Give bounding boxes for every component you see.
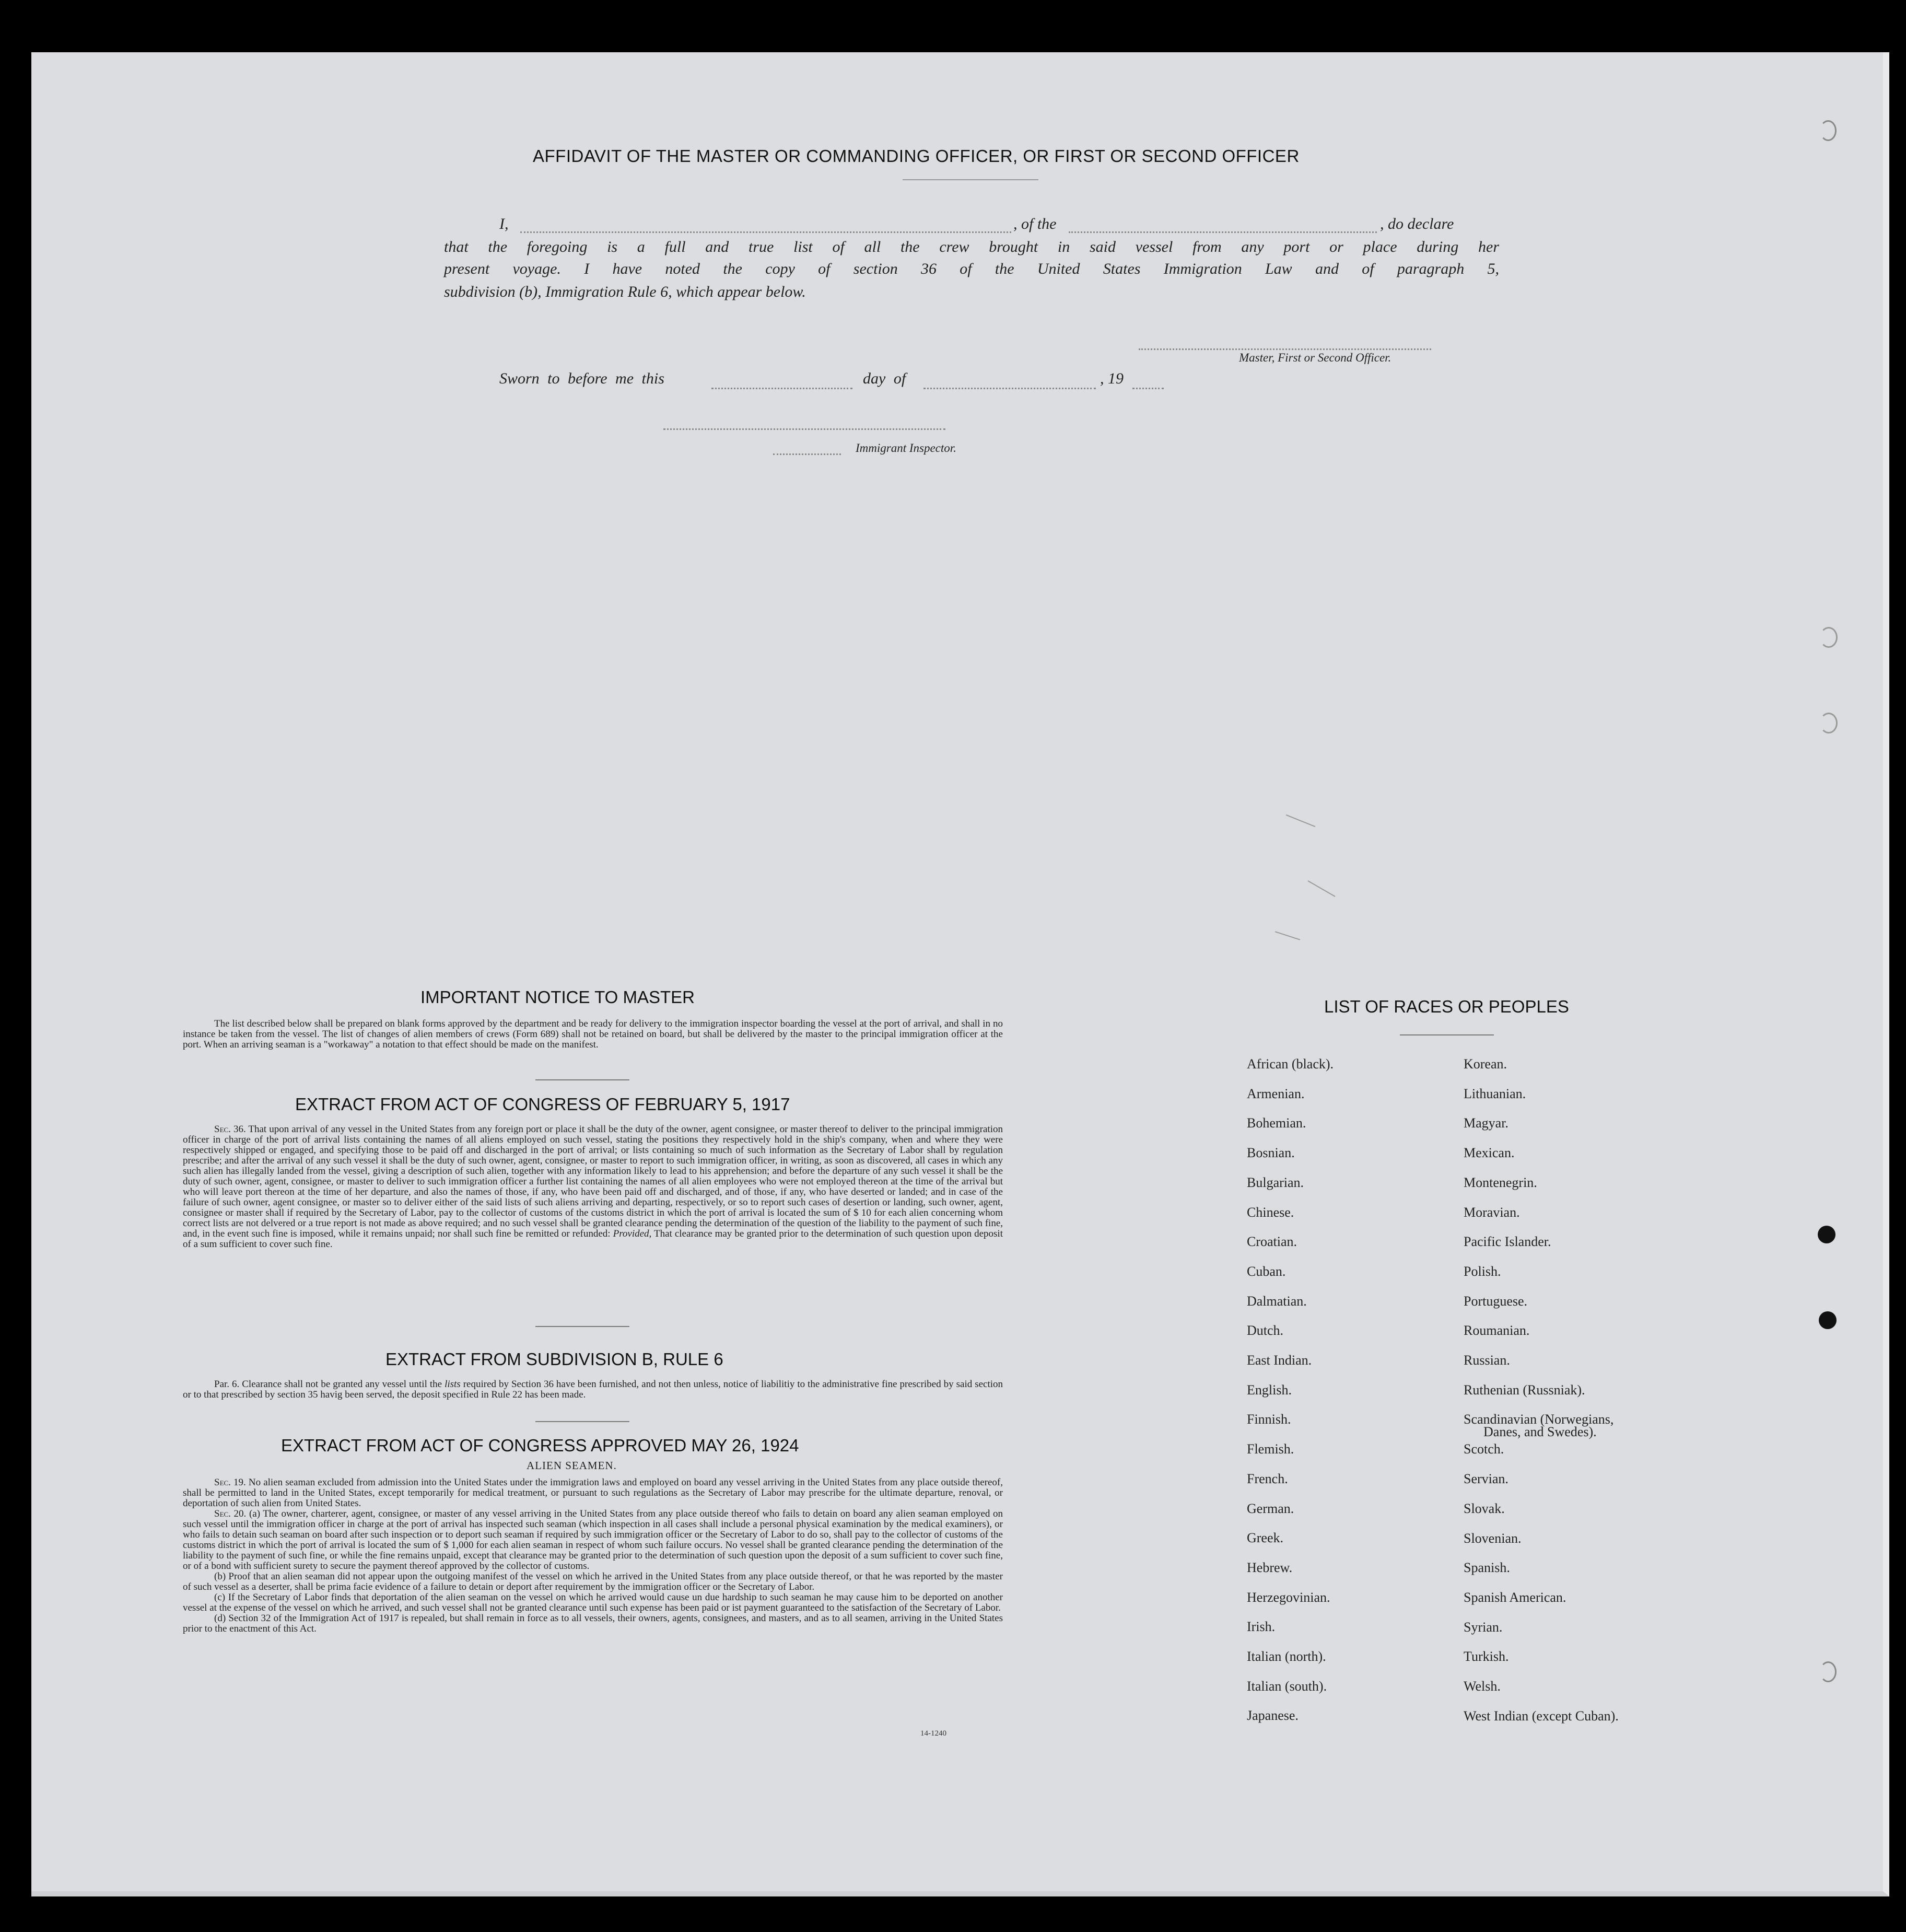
- extract-1917-title: EXTRACT FROM ACT OF CONGRESS OF FEBRUARY 5, 1917: [295, 1095, 790, 1114]
- extract-1917-text: [183, 1124, 1003, 1250]
- affidavit-of-the: , of the: [1013, 215, 1057, 232]
- extract-1917-divider: [535, 1326, 629, 1327]
- rule6-text-a: Par. 6. Clearance shall not be granted any vessel until the: [214, 1379, 442, 1390]
- race-item: Hebrew.: [1247, 1559, 1293, 1575]
- sec-36-label: Sec. 36.: [214, 1124, 246, 1135]
- day-of-label: day of: [863, 370, 906, 387]
- declarant-name-field[interactable]: [520, 231, 1011, 233]
- affidavit-line-4: subdivision (b), Immigration Rule 6, which appear below.: [444, 283, 806, 300]
- notice-text: [183, 1019, 1003, 1050]
- race-item: Slovenian.: [1464, 1530, 1522, 1546]
- race-item: Ruthenian (Russniak).: [1464, 1382, 1585, 1398]
- binder-hole-outline: [1820, 713, 1838, 734]
- extract-1924-title: EXTRACT FROM ACT OF CONGRESS APPROVED MAY 26, 1924: [281, 1436, 799, 1455]
- binder-hole: [1819, 1311, 1837, 1329]
- master-signature-field[interactable]: [1139, 348, 1431, 350]
- race-item: Montenegrin.: [1464, 1174, 1537, 1190]
- inspector-caption: Immigrant Inspector.: [856, 441, 956, 455]
- race-item: Spanish American.: [1464, 1589, 1566, 1605]
- sec-20a-text: (a) The owner, charterer, agent, consignee, or master of any vessel arriving in the United States from any place outside thereof who fails to detain on board any alien seaman employed on such vessel until the immigration officer in charge at the port of arrival has inspected such seaman (which inspection in all cases shall include a personal physical examination by the medical examiners), or who fails to detain such seaman on board after such inspection or to deport such seaman if required by such immigration officer or the Secretary of Labor to do so, shall pay to the collector of customs of the customs district in which the port of arrival is located the sum of $ 1,000 for each alien seaman in respect of whom such failure occurs. No vessel shall be granted clearance pending the determination of the liability to the payment of such fine, or while the fine remains unpaid, except that clearance may be granted prior to the determination of such question upon the deposit of a sum sufficient to cover such fine, or of a bond with sufficient surety to secure the payment thereof approved by the collector of customs.: [183, 1508, 1003, 1572]
- notice-divider: [535, 1079, 629, 1080]
- race-item: Turkish.: [1464, 1649, 1509, 1665]
- provided-word: Provided,: [613, 1228, 652, 1239]
- alien-seamen-subtitle: ALIEN SEAMEN.: [527, 1459, 617, 1472]
- race-item: Flemish.: [1247, 1441, 1294, 1457]
- races-title: LIST OF RACES OR PEOPLES: [1324, 997, 1569, 1016]
- sec-36-text: That upon arrival of any vessel in the United States from any foreign port or place it shall be the duty of the owner, agent consignee, or master thereof to deliver to the principal immigration officer in charge of the port of arrival lists containing the names of all aliens employed on such vessel, stating the positions they respectively hold in the ship's company, when and where they were respectively shipped or engaged, and specifying those to be paid off and discharged in the port of arrival; or lists containing so much of such information as the Secretary of Labor shall by regulation prescribe; and after the arrival of any such vessel it shall be the duty of such owner, agent, consignee, or master to report to such immigration officer, in writing, as soon as discovered, all cases in which any such alien has illegally landed from the vessel, giving a description of such alien, together with any information likely to lead to his apprehension; and before the departure of any such vessel it shall be the duty of such owner, agent, consignee, or master to deliver to such immigration officer a further list containing the names of all alien employees who were not employed thereon at the time of the arrival but who will leave port thereon at the time of her departure, and also the names of those, if any, who have been paid off and discharged, and of those, if any, who have deserted or landed; and in case of the failure of such owner, agent consignee, or master so to deliver either of the said lists of such aliens arriving and departing, respectively, or so to report such cases of desertion or landing, such owner, agent, consignee or master shall if required by the Secretary of Labor, pay to the collector of customs of the customs district in which the port of arrival is located the sum of $ 10 for each alien concerning whom correct lists are not delvered or a true report is not made as above required; and no such vessel shall be granted clearance pending the determination of the question of the liability to the payment of such fine, and, in the event such fine is imposed, while it remains unpaid; nor shall such fine be remitted or refunded:: [183, 1124, 1003, 1239]
- race-item: Spanish.: [1464, 1560, 1510, 1576]
- race-item: Greek.: [1247, 1530, 1284, 1546]
- affidavit-line-2: that the foregoing is a full and true list of all the crew brought in said vessel from any port or place during her: [444, 238, 1499, 255]
- scan-mark: [1308, 880, 1336, 897]
- sec-19-text: No alien seaman excluded from admission into the United States under the immigration laws and employed on board any vessel arriving in the United States from any place outside thereof, shall be permitted to land in the United States, except temporarily for medical treatment, or pursuant to such regulations as the Secretary of Labor may prescribe for the ultimate departure, renoval, or deportation of such alien from United States.: [183, 1477, 1003, 1509]
- race-item: Dutch.: [1247, 1323, 1284, 1339]
- sec-20b-text: (b) Proof that an alien seaman did not appear upon the outgoing manifest of the vessel on which he arrived in the United States from any place outside thereof, or that he was reported by the master of such vessel as a deserter, shall be prima facie evidence of a failure to detain or deport after requirement by the immigration officer or the Secretary of Labor.: [183, 1571, 1003, 1592]
- race-item: Mexican.: [1464, 1145, 1515, 1161]
- races-divider: [1400, 1034, 1494, 1035]
- race-item: Pacific Islander.: [1464, 1234, 1551, 1250]
- race-item: Moravian.: [1464, 1204, 1520, 1220]
- sec-20d-text: (d) Section 32 of the Immigration Act of 1917 is repealed, but shall remain in force as to all vessels, their owners, agents, consignees, and masters, and as to all seamen, arriving in the United States prior to the enactment of this Act.: [183, 1613, 1003, 1634]
- vessel-name-field[interactable]: [1069, 231, 1377, 233]
- notice-paragraph: The list described below shall be prepared on blank forms approved by the department and be ready for delivery to the immigration inspector boarding the vessel at the port of arrival, and shall in no instance be taken from the vessel. The list of changes of alien members of crews (Form 689) shall not be retained on board, but shall be delivered by the master to the principal immigration officer at the port. When an arriving seaman is a "workaway" a notation to that effect should be made on the manifest.: [183, 1018, 1003, 1050]
- form-number: 14-1240: [920, 1729, 946, 1738]
- race-item: Welsh.: [1464, 1679, 1501, 1694]
- race-item: Dalmatian.: [1247, 1293, 1307, 1309]
- race-item: Magyar.: [1464, 1115, 1509, 1131]
- race-item: Scandinavian (Norwegians,: [1464, 1412, 1614, 1427]
- master-caption: Master, First or Second Officer.: [1239, 351, 1392, 364]
- form-page: [31, 52, 1889, 1896]
- year-label: , 19: [1100, 370, 1124, 387]
- race-item: Slovak.: [1464, 1500, 1505, 1516]
- race-item: Croatian.: [1247, 1234, 1297, 1250]
- rule6-text-b: required by Section 36 have been furnished, and not then unless, notice of liabilitiy to the administrative fine prescribed by said section or to that prescribed by section 35 havig been served, the deposit specified in Rule 22 has been made.: [183, 1379, 1003, 1400]
- race-item: Herzegovinian.: [1247, 1589, 1330, 1605]
- sec-20c-text: (c) If the Secretary of Labor finds that deportation of the alien seaman on the vessel on which he arrived would cause un due hardship to such seaman he may cause him to be deported on another vessel at the expense of the vessel on which he arrived, and such vessel shall not be granted clearance until such expense has been paid or ist payment guaranteed to the satisfaction of the Secretary of Labor.: [183, 1592, 1003, 1613]
- sworn-day-field[interactable]: [711, 388, 852, 389]
- inspector-signature-field[interactable]: [663, 428, 945, 430]
- sec-36-end: That clearance may be granted prior to the determination of such question upon deposit of a sum sufficient to cover such fine.: [183, 1228, 1003, 1250]
- race-item: Scotch.: [1464, 1441, 1504, 1457]
- race-item: Japanese.: [1247, 1708, 1299, 1724]
- extract-rule6-title: EXTRACT FROM SUBDIVISION B, RULE 6: [385, 1349, 723, 1369]
- race-item: Bosnian.: [1247, 1145, 1295, 1161]
- notice-title: IMPORTANT NOTICE TO MASTER: [420, 987, 695, 1007]
- extract-rule6-text: [183, 1379, 1003, 1400]
- sec-19-label: Sec. 19.: [214, 1477, 246, 1488]
- race-item: African (black).: [1247, 1056, 1334, 1072]
- sworn-month-field[interactable]: [923, 388, 1096, 389]
- sworn-label: Sworn to before me this: [499, 370, 664, 387]
- extract-rule6-divider: [535, 1421, 629, 1422]
- race-item: German.: [1247, 1500, 1294, 1516]
- sworn-year-field[interactable]: [1132, 388, 1164, 389]
- race-item: Armenian.: [1247, 1086, 1305, 1101]
- scan-mark: [1286, 814, 1315, 827]
- race-item: English.: [1247, 1382, 1292, 1398]
- race-item: Syrian.: [1464, 1619, 1503, 1635]
- race-item: Cuban.: [1247, 1263, 1286, 1279]
- title-divider: [903, 179, 1038, 180]
- affidavit-i-label: I,: [499, 215, 509, 232]
- race-item: Portuguese.: [1464, 1293, 1528, 1309]
- race-item: Finnish.: [1247, 1412, 1291, 1427]
- binder-hole-outline: [1820, 1661, 1837, 1682]
- race-item: Russian.: [1464, 1353, 1510, 1368]
- race-item: Lithuanian.: [1464, 1086, 1526, 1101]
- extract-1924-text: [183, 1477, 1003, 1634]
- race-item: Bulgarian.: [1247, 1174, 1304, 1190]
- sec-20-label: Sec. 20.: [214, 1508, 247, 1519]
- affidavit-title: AFFIDAVIT OF THE MASTER OR COMMANDING OFFICER, OR FIRST OR SECOND OFFICER: [533, 146, 1300, 166]
- affidavit-line-3: present voyage. I have noted the copy of section 36 of the United States Immigration Law and of paragraph 5,: [444, 260, 1499, 277]
- affidavit-do-declare: , do declare: [1380, 215, 1454, 232]
- race-item: Irish.: [1247, 1619, 1276, 1635]
- race-item: Italian (south).: [1247, 1678, 1327, 1694]
- scan-mark: [1275, 931, 1300, 940]
- binder-hole-outline: [1820, 120, 1837, 141]
- race-item: Korean.: [1464, 1056, 1507, 1072]
- race-item: Bohemian.: [1247, 1115, 1306, 1131]
- race-item: French.: [1247, 1471, 1288, 1486]
- race-item: Italian (north).: [1247, 1649, 1326, 1664]
- race-item: Danes, and Swedes).: [1483, 1424, 1597, 1440]
- inspector-signature-field-short: [773, 453, 841, 455]
- race-item: Polish.: [1464, 1263, 1501, 1279]
- binder-hole-outline: [1820, 627, 1838, 648]
- race-item: Servian.: [1464, 1471, 1509, 1487]
- race-item: Roumanian.: [1464, 1323, 1530, 1339]
- race-item: West Indian (except Cuban).: [1464, 1708, 1619, 1724]
- lists-word: lists: [445, 1379, 461, 1390]
- race-item: East Indian.: [1247, 1353, 1312, 1368]
- race-item: Chinese.: [1247, 1204, 1294, 1220]
- binder-hole: [1818, 1226, 1835, 1243]
